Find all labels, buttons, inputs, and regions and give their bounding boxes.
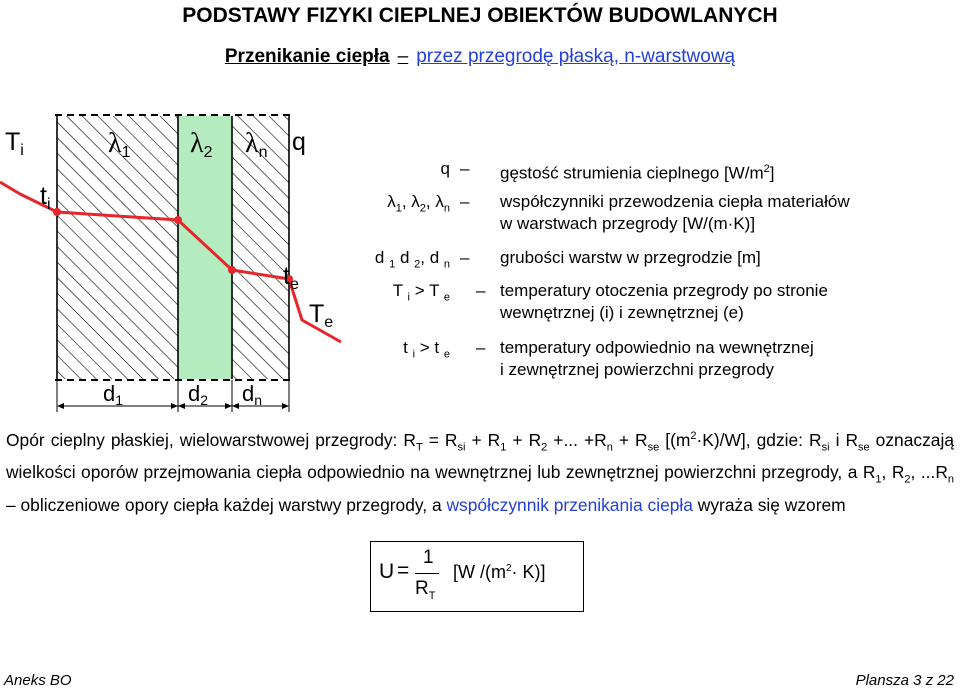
legend-sym: d $_1$ d $_2$, d $_n$	[374, 248, 450, 271]
label-lambda1: λ1	[108, 128, 131, 161]
legend-dash: –	[476, 281, 486, 300]
fraction-bar	[415, 573, 439, 574]
legend-dash: –	[460, 248, 470, 267]
label-d2: d2	[188, 381, 209, 408]
formula-denominator: $R_T$	[415, 578, 436, 602]
point-ti	[53, 208, 61, 216]
subtitle-bold: Przenikanie ciepła	[224, 46, 390, 67]
legend-dash: –	[460, 159, 470, 178]
legend-sym: $\lambda_1$, $\lambda_2$, $\lambda_n$	[387, 192, 450, 215]
label-lambdan: λn	[245, 128, 268, 161]
legend-dash: –	[460, 192, 470, 211]
label-Te: $T_e$	[309, 300, 334, 331]
formula-unit: [W $/(m^2\cdot K)$]	[453, 562, 546, 582]
point-interface-1	[174, 216, 182, 224]
resistance-paragraph: Opór cieplny płaskiej, wielowarstwowej przegrody: $R_T = R_{si} + R_1 + R_2$ +... $+R_n + R_{se}$ $[(m^2\cdot K)/W]$, gdzie: $R_{si}$ i $R_{se}$ oznaczają wielkości oporów przejmowania ciepła odpowiednio na wewnętrznej lub zewnętrznej powierzchni przegrody, a $R_1$, $R_2$, $...R_n$ – obliczeniowe opory ciepła każdej warstwy przegrody, a współczynnik przenikania ciepła wyraża się wzorem	[6, 429, 954, 515]
legend-desc: grubości warstw w przegrodzie [m]	[500, 248, 761, 267]
formula-eq: =	[397, 559, 410, 582]
legend-sym: t $_i$ > t $_e$	[403, 338, 450, 361]
formula-lhs: U	[379, 560, 395, 583]
page-title: PODSTAWY FIZYKI CIEPLNEJ OBIEKTÓW BUDOWLANYCH	[182, 4, 778, 27]
highlight-u-coefficient: współczynnik przenikania ciepła	[446, 494, 693, 515]
legend-sym: T $_i$ > T $_e$	[392, 281, 450, 304]
label-q: q	[292, 128, 306, 156]
legend-dash: –	[476, 338, 486, 357]
label-dn: dn	[242, 381, 263, 408]
subtitle-rest: przez przegrodę płaską, n-warstwową	[416, 46, 736, 67]
point-interface-2	[228, 266, 236, 274]
legend-desc: temperatury odpowiednio na wewnętrznej i zewnętrznej powierzchni przegrody	[500, 338, 814, 379]
legend-desc: gęstość strumienia cieplnego $[W/m^2]$	[500, 163, 775, 183]
wall-diagram	[0, 112, 345, 417]
formula-box	[370, 541, 584, 612]
label-te: $t_e$	[283, 262, 299, 293]
label-Ti: $T_i$	[5, 128, 24, 159]
page-subtitle	[0, 46, 960, 68]
label-d1: d1	[103, 381, 124, 408]
subtitle-dash: –	[397, 46, 409, 67]
label-lambda2: λ2	[190, 128, 213, 161]
legend	[330, 158, 958, 398]
legend-sym: q	[440, 159, 450, 178]
footer-page-number: Plansza 3 z 22	[855, 672, 954, 689]
legend-desc: współczynniki przewodzenia ciepła materiałów w warstwach przegrody [W/(m·K)]	[500, 192, 850, 233]
formula-numerator: 1	[423, 547, 434, 568]
legend-desc: temperatury otoczenia przegrody po stronie wewnętrznej (i) i zewnętrznej (e)	[500, 281, 828, 322]
label-ti: $t_i$	[40, 182, 51, 213]
footer-left: Aneks BO	[4, 672, 72, 689]
